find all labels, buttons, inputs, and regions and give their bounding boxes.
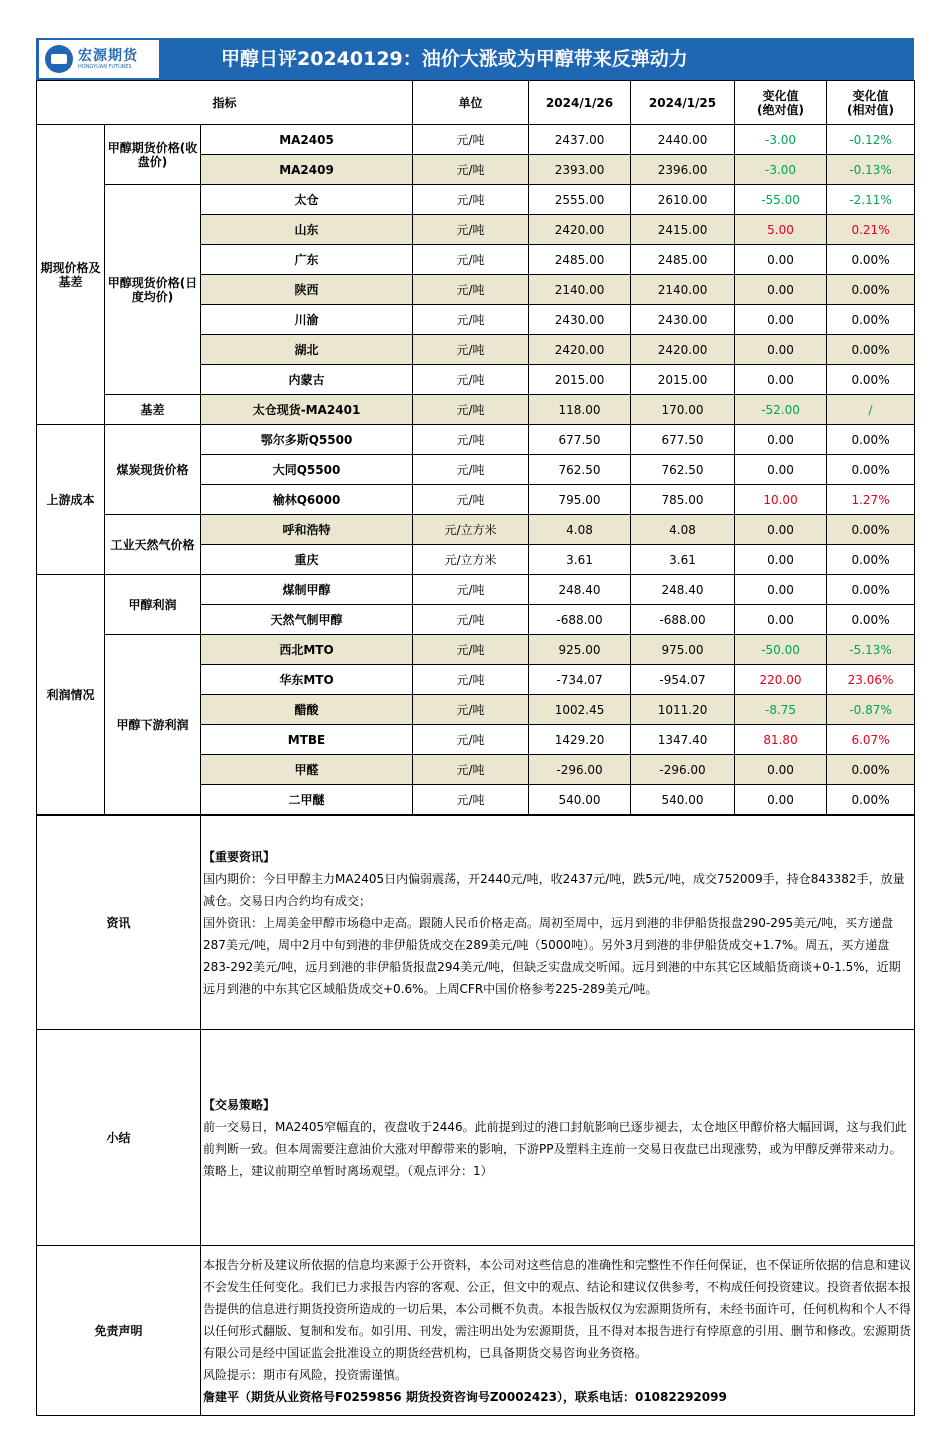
- disclaimer-label: 免责声明: [37, 1246, 201, 1416]
- row-change-rel: 0.00%: [827, 275, 915, 305]
- row-change-rel: 0.00%: [827, 515, 915, 545]
- row-change-rel: 0.00%: [827, 755, 915, 785]
- table-row: [37, 395, 915, 425]
- col-date1: 2024/1/26: [529, 81, 631, 125]
- row-value-date1: 925.00: [529, 635, 631, 665]
- row-change-rel: 0.21%: [827, 215, 915, 245]
- row-change-rel: -0.12%: [827, 125, 915, 155]
- row-unit: 元/立方米: [413, 545, 529, 575]
- row-indicator: 重庆: [201, 545, 413, 575]
- row-indicator: 山东: [201, 215, 413, 245]
- row-value-date2: 975.00: [631, 635, 735, 665]
- row-value-date2: 4.08: [631, 515, 735, 545]
- row-value-date1: 795.00: [529, 485, 631, 515]
- row-value-date1: 2420.00: [529, 335, 631, 365]
- news-heading: 【重要资讯】: [203, 849, 276, 864]
- row-value-date2: 2415.00: [631, 215, 735, 245]
- row-change-abs: 0.00: [735, 245, 827, 275]
- row-change-rel: 0.00%: [827, 575, 915, 605]
- row-indicator: 太仓现货-MA2401: [201, 395, 413, 425]
- subgroup-label: 甲醇下游利润: [105, 635, 201, 815]
- row-change-rel: 23.06%: [827, 665, 915, 695]
- row-change-abs: 220.00: [735, 665, 827, 695]
- row-value-date1: 2140.00: [529, 275, 631, 305]
- subgroup-label: 工业天然气价格: [105, 515, 201, 575]
- row-indicator: 二甲醚: [201, 785, 413, 815]
- row-change-abs: 0.00: [735, 365, 827, 395]
- row-value-date1: 3.61: [529, 545, 631, 575]
- row-indicator: 呼和浩特: [201, 515, 413, 545]
- row-value-date2: 1347.40: [631, 725, 735, 755]
- summary-content: [201, 1030, 915, 1246]
- row-value-date2: 677.50: [631, 425, 735, 455]
- report-title: 甲醇日评20240129：油价大涨或为甲醇带来反弹动力: [221, 48, 688, 70]
- row-change-abs: 0.00: [735, 575, 827, 605]
- row-value-date2: 2140.00: [631, 275, 735, 305]
- row-change-abs: 0.00: [735, 275, 827, 305]
- group-label: 期现价格及基差: [37, 125, 105, 425]
- row-change-rel: 1.27%: [827, 485, 915, 515]
- row-value-date2: 2430.00: [631, 305, 735, 335]
- logo-english: HONGYUAN FUTURES: [78, 63, 132, 70]
- row-unit: 元/吨: [413, 305, 529, 335]
- col-date2: 2024/1/25: [631, 81, 735, 125]
- data-table: [36, 80, 915, 815]
- row-value-date1: 118.00: [529, 395, 631, 425]
- group-label: 利润情况: [37, 575, 105, 815]
- row-value-date2: 3.61: [631, 545, 735, 575]
- row-unit: 元/吨: [413, 185, 529, 215]
- summary-row: [37, 1030, 915, 1246]
- row-value-date1: -296.00: [529, 755, 631, 785]
- row-change-rel: -5.13%: [827, 635, 915, 665]
- disclaimer-text: 本报告分析及建议所依据的信息均来源于公开资料，本公司对这些信息的准确性和完整性不作任何保证，也不保证所依据的信息和建议不会发生任何变化。我们已力求报告内容的客观、公正，但文中的观点、结论和建议仅供参考，不构成任何投资建议。投资者依据本报告提供的信息进行期货投资所造成的一切后果，本公司概不负责。本报告版权仅为宏源期货所有，未经书面许可，任何机构和个人不得以任何形式翻版、复制和发布。如引用、刊发，需注明出处为宏源期货，且不得对本报告进行有悖原意的引用、删节和修改。宏源期货有限公司是经中国证监会批准设立的期货经营机构，已具备期货交易咨询业务资格。: [203, 1257, 912, 1360]
- row-change-abs: -50.00: [735, 635, 827, 665]
- row-value-date1: 762.50: [529, 455, 631, 485]
- row-indicator: 天然气制甲醇: [201, 605, 413, 635]
- row-indicator: 川渝: [201, 305, 413, 335]
- row-unit: 元/吨: [413, 725, 529, 755]
- row-change-rel: 0.00%: [827, 545, 915, 575]
- row-value-date1: 4.08: [529, 515, 631, 545]
- row-change-abs: -52.00: [735, 395, 827, 425]
- row-change-abs: 0.00: [735, 425, 827, 455]
- row-unit: 元/吨: [413, 665, 529, 695]
- table-row: [37, 635, 915, 665]
- table-header-row: [37, 81, 915, 125]
- row-value-date1: 2420.00: [529, 215, 631, 245]
- row-change-abs: 0.00: [735, 785, 827, 815]
- row-change-rel: 0.00%: [827, 365, 915, 395]
- row-change-abs: 0.00: [735, 755, 827, 785]
- row-value-date2: -296.00: [631, 755, 735, 785]
- row-indicator: MA2405: [201, 125, 413, 155]
- table-row: [37, 125, 915, 155]
- row-value-date2: 2485.00: [631, 245, 735, 275]
- row-unit: 元/吨: [413, 695, 529, 725]
- col-indicator: 指标: [37, 81, 413, 125]
- row-change-rel: 0.00%: [827, 245, 915, 275]
- logo-name: 宏源期货: [78, 47, 138, 64]
- row-value-date1: 248.40: [529, 575, 631, 605]
- row-change-rel: -0.87%: [827, 695, 915, 725]
- row-value-date2: 2610.00: [631, 185, 735, 215]
- row-change-abs: 0.00: [735, 515, 827, 545]
- row-value-date2: 2396.00: [631, 155, 735, 185]
- row-value-date1: 2430.00: [529, 305, 631, 335]
- row-value-date1: 2485.00: [529, 245, 631, 275]
- row-unit: 元/吨: [413, 395, 529, 425]
- table-body: [37, 125, 915, 815]
- row-change-abs: 10.00: [735, 485, 827, 515]
- summary-heading: 【交易策略】: [203, 1097, 276, 1112]
- col-change-rel: 变化值 (相对值): [827, 81, 915, 125]
- row-change-rel: -0.13%: [827, 155, 915, 185]
- row-value-date2: -688.00: [631, 605, 735, 635]
- row-change-abs: 0.00: [735, 545, 827, 575]
- row-indicator: 广东: [201, 245, 413, 275]
- logo-icon: [45, 45, 73, 73]
- row-change-abs: -3.00: [735, 155, 827, 185]
- row-value-date2: 2440.00: [631, 125, 735, 155]
- row-change-rel: 0.00%: [827, 605, 915, 635]
- row-indicator: 煤制甲醇: [201, 575, 413, 605]
- row-change-abs: 81.80: [735, 725, 827, 755]
- news-content: [201, 816, 915, 1030]
- row-change-abs: 0.00: [735, 305, 827, 335]
- row-indicator: 醋酸: [201, 695, 413, 725]
- row-value-date1: -734.07: [529, 665, 631, 695]
- row-unit: 元/吨: [413, 365, 529, 395]
- row-change-abs: -55.00: [735, 185, 827, 215]
- row-value-date2: 540.00: [631, 785, 735, 815]
- table-row: [37, 575, 915, 605]
- row-value-date2: 1011.20: [631, 695, 735, 725]
- table-row: [37, 425, 915, 455]
- row-value-date1: 1002.45: [529, 695, 631, 725]
- report-header: [36, 38, 914, 80]
- row-change-rel: 0.00%: [827, 425, 915, 455]
- row-value-date2: 762.50: [631, 455, 735, 485]
- row-change-rel: 0.00%: [827, 335, 915, 365]
- row-value-date2: 2420.00: [631, 335, 735, 365]
- row-indicator: 太仓: [201, 185, 413, 215]
- row-change-rel: 0.00%: [827, 305, 915, 335]
- row-unit: 元/吨: [413, 155, 529, 185]
- row-value-date1: 1429.20: [529, 725, 631, 755]
- disclaimer-content: [201, 1246, 915, 1416]
- row-value-date2: 2015.00: [631, 365, 735, 395]
- subgroup-label: 基差: [105, 395, 201, 425]
- row-indicator: 陕西: [201, 275, 413, 305]
- row-indicator: 西北MTO: [201, 635, 413, 665]
- row-value-date1: 677.50: [529, 425, 631, 455]
- risk-warning: 风险提示：期市有风险，投资需谨慎。: [203, 1367, 408, 1382]
- table-row: [37, 185, 915, 215]
- col-unit: 单位: [413, 81, 529, 125]
- subgroup-label: 甲醇期货价格(收盘价): [105, 125, 201, 185]
- row-change-abs: 0.00: [735, 455, 827, 485]
- row-indicator: MTBE: [201, 725, 413, 755]
- news-row: [37, 816, 915, 1030]
- col-change-abs: 变化值 (绝对值): [735, 81, 827, 125]
- row-value-date2: 785.00: [631, 485, 735, 515]
- row-unit: 元/吨: [413, 605, 529, 635]
- row-value-date1: 2015.00: [529, 365, 631, 395]
- row-value-date1: 540.00: [529, 785, 631, 815]
- row-unit: 元/吨: [413, 785, 529, 815]
- company-logo: [39, 40, 159, 78]
- row-value-date2: -954.07: [631, 665, 735, 695]
- row-unit: 元/吨: [413, 575, 529, 605]
- row-unit: 元/吨: [413, 125, 529, 155]
- row-unit: 元/吨: [413, 425, 529, 455]
- news-domestic: 国内期价：今日甲醇主力MA2405日内偏弱震荡，开2440元/吨，收2437元/吨，跌5元/吨，成交752009手，持仓843382手，放量减仓。交易日内合约均有成交；: [203, 871, 905, 908]
- analyst-contact: 詹建平（期货从业资格号F0259856 期货投资咨询号Z0002423），联系电话：01082292099: [203, 1389, 727, 1404]
- row-indicator: 内蒙古: [201, 365, 413, 395]
- summary-text: 前一交易日，MA2405窄幅直的，夜盘收于2446。此前提到过的港口封航影响已逐步褪去，太仓地区甲醇价格大幅回调，这与我们此前判断一致。但本周需要注意油价大涨对甲醇带来的影响，下游PP及塑料主连前一交易日夜盘已出现涨势，或为甲醇反弹带来动力。策略上，建议前期空单暂时离场观望。（观点评分：1）: [203, 1119, 907, 1178]
- row-indicator: 湖北: [201, 335, 413, 365]
- disclaimer-row: [37, 1246, 915, 1416]
- subgroup-label: 煤炭现货价格: [105, 425, 201, 515]
- row-value-date2: 170.00: [631, 395, 735, 425]
- group-label: 上游成本: [37, 425, 105, 575]
- table-row: [37, 515, 915, 545]
- row-unit: 元/吨: [413, 275, 529, 305]
- row-unit: 元/吨: [413, 335, 529, 365]
- report: [36, 38, 914, 1416]
- subgroup-label: 甲醇现货价格(日度均价): [105, 185, 201, 395]
- row-unit: 元/吨: [413, 635, 529, 665]
- row-value-date2: 248.40: [631, 575, 735, 605]
- summary-label: 小结: [37, 1030, 201, 1246]
- row-indicator: MA2409: [201, 155, 413, 185]
- row-value-date1: 2437.00: [529, 125, 631, 155]
- row-unit: 元/吨: [413, 455, 529, 485]
- row-change-abs: 0.00: [735, 605, 827, 635]
- row-unit: 元/立方米: [413, 515, 529, 545]
- row-change-rel: 6.07%: [827, 725, 915, 755]
- row-indicator: 榆林Q6000: [201, 485, 413, 515]
- row-value-date1: 2393.00: [529, 155, 631, 185]
- row-unit: 元/吨: [413, 245, 529, 275]
- text-table: [36, 815, 915, 1416]
- row-indicator: 大同Q5500: [201, 455, 413, 485]
- row-indicator: 华东MTO: [201, 665, 413, 695]
- row-indicator: 鄂尔多斯Q5500: [201, 425, 413, 455]
- row-change-abs: -8.75: [735, 695, 827, 725]
- row-change-rel: 0.00%: [827, 455, 915, 485]
- row-change-abs: 5.00: [735, 215, 827, 245]
- row-change-rel: 0.00%: [827, 785, 915, 815]
- row-change-abs: 0.00: [735, 335, 827, 365]
- row-unit: 元/吨: [413, 755, 529, 785]
- row-unit: 元/吨: [413, 215, 529, 245]
- row-value-date1: -688.00: [529, 605, 631, 635]
- row-change-rel: -2.11%: [827, 185, 915, 215]
- row-indicator: 甲醛: [201, 755, 413, 785]
- row-value-date1: 2555.00: [529, 185, 631, 215]
- row-change-rel: /: [827, 395, 915, 425]
- row-change-abs: -3.00: [735, 125, 827, 155]
- row-unit: 元/吨: [413, 485, 529, 515]
- news-label: 资讯: [37, 816, 201, 1030]
- news-foreign: 国外资讯：上周美金甲醇市场稳中走高。跟随人民币价格走高。周初至周中，远月到港的非伊船货报盘290-295美元/吨，买方递盘287美元/吨，周中2月中旬到港的非伊船货成交在289美元/吨（5000吨）。另外3月到港的非伊船货成交+1.7%。周五，买方递盘283-292美元/吨，远月到港的非伊船货报盘294美元/吨，但缺乏实盘成交听闻。远月到港的中东其它区域船货商谈+0-1.5%，近期远月到港的中东其它区域船货成交+0.6%。上周CFR中国价格参考225-289美元/吨。: [203, 915, 901, 996]
- subgroup-label: 甲醇利润: [105, 575, 201, 635]
